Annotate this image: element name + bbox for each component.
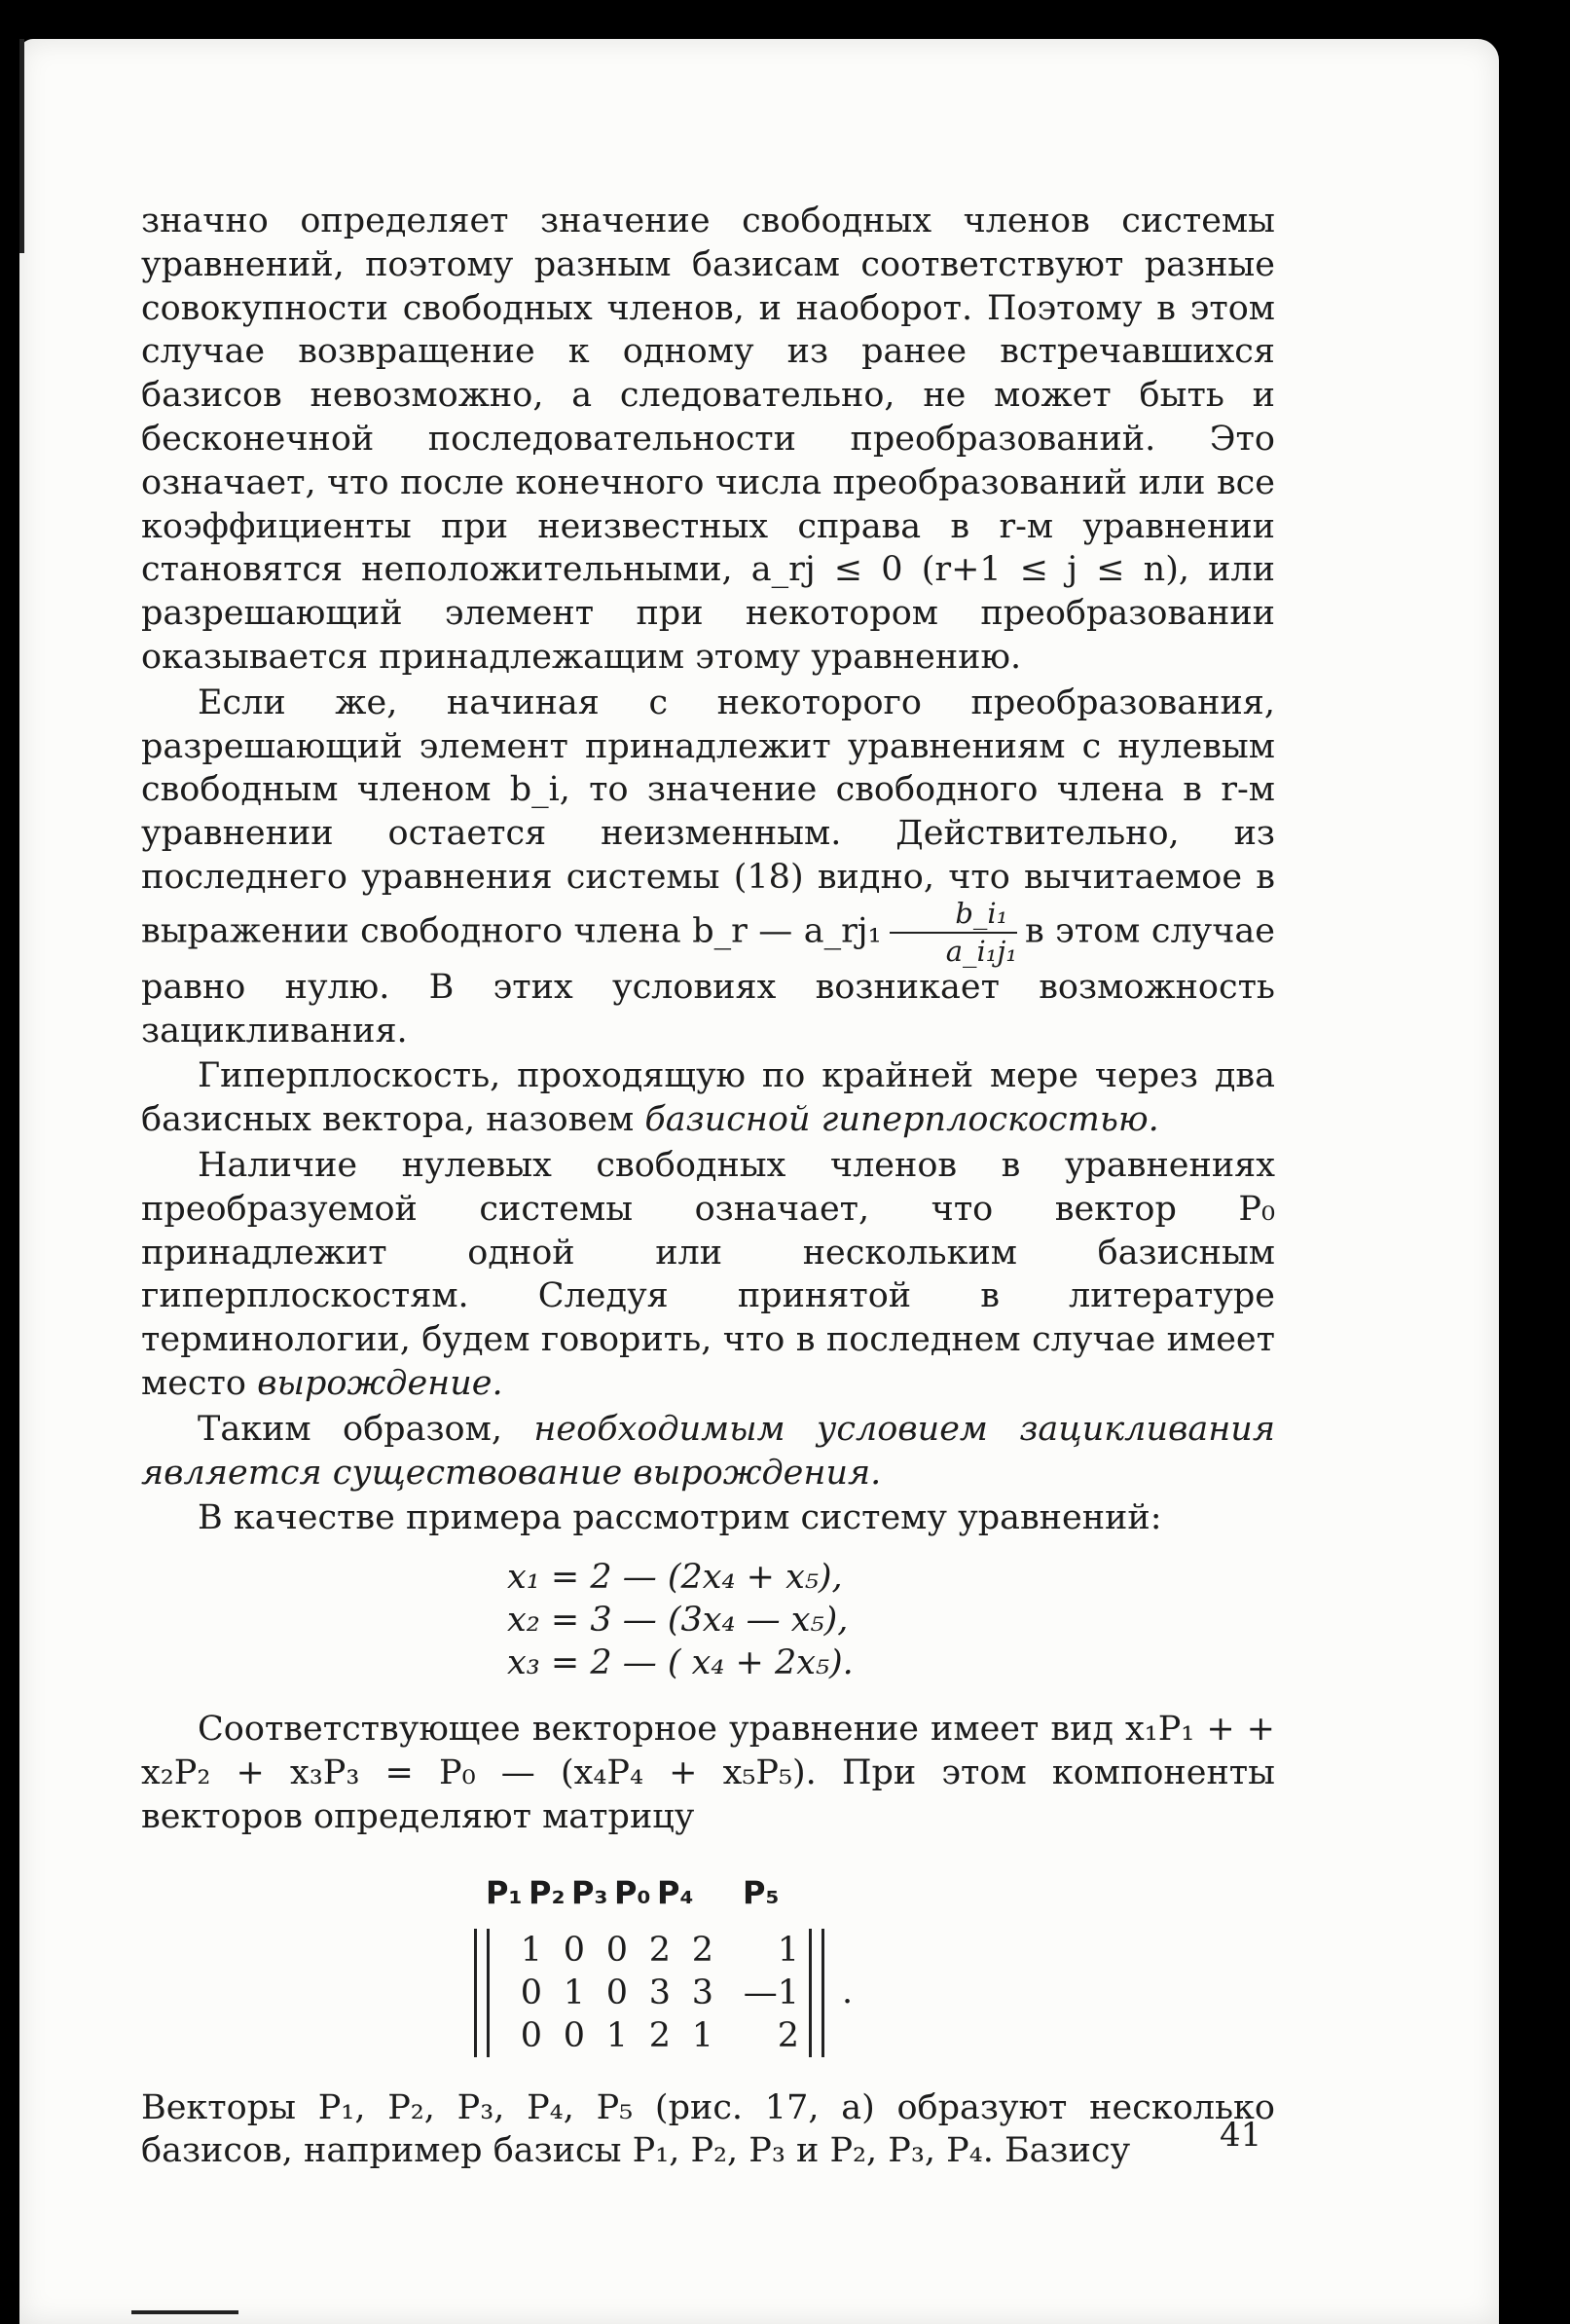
matrix-cell: 2 (691, 1930, 713, 1970)
equation: x₃ = 2 — ( x₄ + 2x₅). (507, 1643, 854, 1683)
emphasis: вырождение. (257, 1363, 503, 1403)
margin-mark (19, 39, 24, 253)
matrix-cell: —1 (743, 1973, 799, 2012)
matrix-cell: 2 (777, 2015, 799, 2055)
matrix-cell: 0 (563, 1930, 585, 1970)
paragraph: Векторы P₁, P₂, P₃, P₄, P₅ (рис. 17, а) образуют несколько базисов, например базисы P₁, P₂, P₃ и P₂, P₃, P₄. Базису (141, 2087, 1275, 2171)
matrix-header-cell: P₁ (486, 1873, 523, 1911)
paragraph: значно определяет значение свободных членов системы уравнений, поэтому разным базисам соответствуют разные совокупности свободных членов, и наоборот. Поэтому в этом случае возвращение к одному из ранее встречавшихся базисов невозможно, а следовательно, не может быть и бесконечной последовательности преобразований. Это означает, что после конечного числа преобразований или все коэффициенты при неизвестных справа в r-м уравнении становятся неположительными, a_rj ≤ 0 (r+1 ≤ j ≤ n), или разрешающий элемент при некотором преобразовании оказывается принадлежащим этому уравнению. (141, 202, 1275, 677)
matrix-cell: 1 (605, 2015, 628, 2055)
matrix-cell: 0 (605, 1973, 628, 2012)
fraction: $\frac{\text{b\_i₁}}{\text{a\_i₁j₁}}$ (890, 900, 1017, 966)
matrix-left-bar (474, 1929, 490, 2057)
matrix-cell: 0 (563, 2015, 585, 2055)
equation: x₁ = 2 — (2x₄ + x₅), (507, 1558, 843, 1598)
matrix-body (490, 1929, 809, 2057)
page-text (141, 200, 1275, 2173)
matrix-cell: 0 (605, 1930, 628, 1970)
matrix-cell: 0 (520, 1973, 542, 2012)
emphasis: необходимым условием зацикливания является существование вырождения. (141, 1409, 1275, 1493)
matrix-cell: 2 (648, 1930, 671, 1970)
paragraph: Если же, начиная с некоторого преобразования, разрешающий элемент принадлежит уравнениям с нулевым свободным членом b_i, то значение свободного члена в r-м уравнении остается неизменным. Действительно, из последнего уравнения системы (18) видно, что вычитаемое в выражении свободного члена b_r — a_rj₁ $\frac{\text{b\_i₁}}{\text{a\_i₁j₁}}$ в этом случае равно нулю. В этих условиях возникает возможность зацикливания. (141, 682, 1275, 1051)
matrix-header-cell: P₄ (657, 1873, 694, 1911)
emphasis: базисной гиперплоскостью. (644, 1100, 1159, 1140)
matrix-cell: 1 (777, 1930, 799, 1970)
matrix-block (141, 1868, 1275, 2057)
matrix (474, 1929, 1275, 2057)
paragraph: Наличие нулевых свободных членов в уравнениях преобразуемой системы означает, что вектор P₀ принадлежит одной или нескольким базисным гиперплоскостям. Следуя принятой в литературе терминологии, будем говорить, что в последнем случае имеет место вырождение. (141, 1145, 1275, 1403)
matrix-period: . (842, 1973, 854, 2012)
matrix-cell: 1 (691, 2015, 713, 2055)
matrix-header (474, 1868, 1275, 1915)
matrix-cell: 0 (520, 2015, 542, 2055)
margin-mark (131, 2310, 238, 2314)
matrix-cell: 3 (648, 1973, 671, 2012)
matrix-header-cell: P₂ (529, 1873, 566, 1911)
matrix-header-cell: P₀ (614, 1873, 651, 1911)
equation-system (141, 1556, 1275, 1684)
paragraph: Гиперплоскость, проходящую по крайней мере через два базисных вектора, назовем базисной гиперплоскостью. (141, 1056, 1275, 1140)
equation: x₂ = 3 — (3x₄ — x₅), (507, 1601, 849, 1641)
matrix-header-cell: P₃ (571, 1873, 608, 1911)
page-number: 41 (1220, 2116, 1262, 2155)
matrix-cell: 3 (691, 1973, 713, 2012)
paragraph: Соответствующее векторное уравнение имеет вид x₁P₁ + + x₂P₂ + x₃P₃ = P₀ — (x₄P₄ + x₅P₅). При этом компоненты векторов определяют матрицу (141, 1710, 1275, 1836)
matrix-right-bar (809, 1929, 824, 2057)
matrix-header-cell: P₅ (743, 1873, 780, 1911)
paragraph: В качестве примера рассмотрим систему уравнений: (198, 1498, 1162, 1538)
paragraph: Таким образом, необходимым условием зацикливания является существование вырождения. (141, 1409, 1275, 1493)
matrix-cell: 1 (563, 1973, 585, 2012)
matrix-cell: 1 (520, 1930, 542, 1970)
matrix-cell: 2 (648, 2015, 671, 2055)
